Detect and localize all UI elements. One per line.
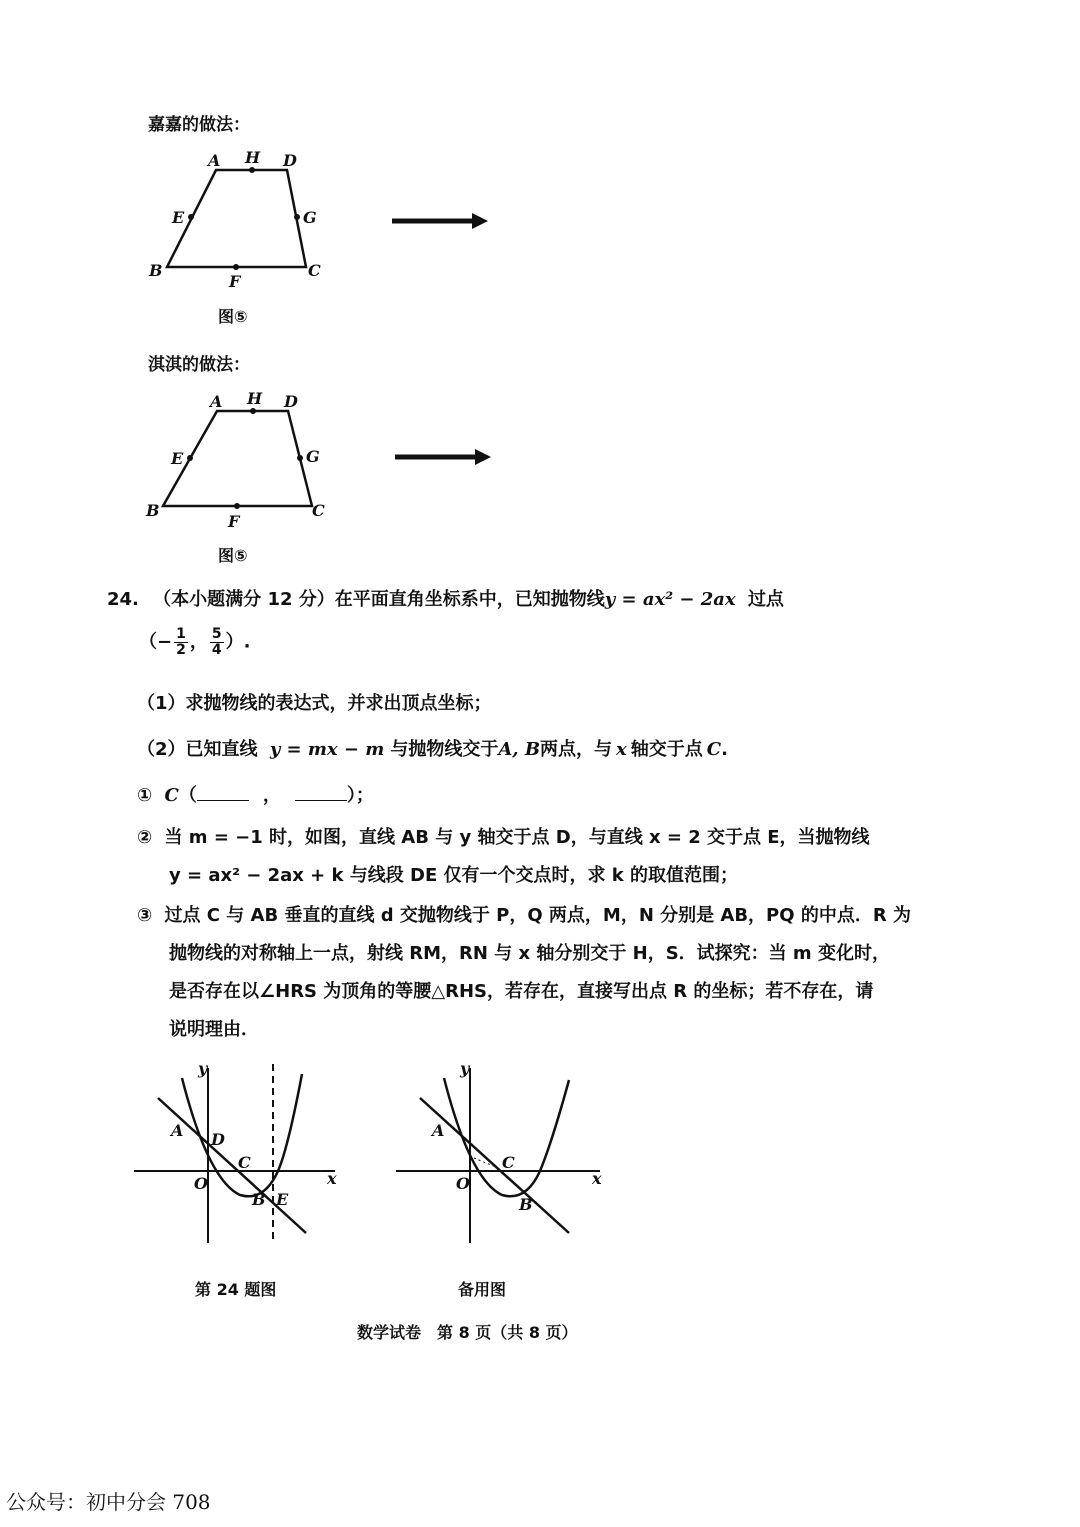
point-separator: ，	[189, 631, 208, 653]
q1-close: ）；	[346, 785, 374, 806]
label-B: B	[149, 261, 163, 280]
q1-point-c: C	[164, 785, 179, 806]
fraction-five-quarters: $\frac{5}{4}$	[211, 626, 222, 658]
qiqi-heading: 淇淇的做法：	[148, 355, 250, 375]
label-D: D	[283, 151, 297, 170]
label-E: E	[171, 449, 184, 468]
graph2-origin-label: O	[456, 1174, 470, 1193]
part-2-axis: 轴交于点	[630, 739, 703, 760]
label-C: C	[308, 261, 321, 280]
label-H: H	[245, 148, 261, 167]
graph1-C-label: C	[238, 1153, 251, 1172]
parabola-equation: y = ax² − 2ax	[604, 589, 736, 610]
point-c: C	[706, 739, 722, 760]
graph2-x-label: x	[592, 1169, 602, 1188]
jiajia-quadrilateral-figure	[140, 145, 340, 295]
graph2-y-label: y	[460, 1060, 470, 1078]
graph2-A-label: A	[432, 1121, 445, 1140]
graph1-E-label: E	[276, 1190, 289, 1209]
label-A: A	[208, 151, 221, 170]
q1-open: （	[178, 785, 197, 806]
q1-blank-x	[197, 784, 249, 801]
graph1-x-label: x	[327, 1169, 337, 1188]
jiajia-heading: 嘉嘉的做法：	[148, 115, 250, 135]
line-equation: y = mx − m	[269, 739, 385, 760]
label-F: F	[229, 272, 241, 291]
graph1-y-label: y	[198, 1060, 208, 1078]
part-2-end: .	[721, 739, 728, 760]
label-H: H	[247, 389, 263, 408]
points-ab: A, B	[498, 739, 541, 760]
q3-line-2: 抛物线的对称轴上一点，射线 RM，RN 与 x 轴分别交于 H，S．试探究：当 m 变化时，	[169, 943, 890, 964]
q2-line-2: y = ax² − 2ax + k 与线段 DE 仅有一个交点时，求 k 的取值范围；	[169, 865, 739, 886]
label-D: D	[284, 392, 298, 411]
q1-blank-y	[295, 784, 347, 801]
q1-comma: ，	[262, 785, 281, 806]
label-G: G	[303, 208, 317, 227]
graph2-caption: 备用图	[458, 1280, 507, 1299]
part-2-intro: （2）已知直线	[137, 739, 258, 760]
q3-line-1: 过点 C 与 AB 垂直的直线 d 交抛物线于 P，Q 两点，M，N 分别是 AB，PQ 的中点．R 为	[164, 905, 911, 926]
problem-number: 24.	[107, 589, 139, 610]
problem-intro: （本小题满分 12 分）在平面直角坐标系中，已知抛物线	[153, 589, 605, 610]
label-E: E	[172, 208, 185, 227]
x-symbol: x	[616, 739, 627, 760]
part-2-two-points: 两点，与	[540, 739, 613, 760]
fraction-one-half: $\frac{1}{2}$	[176, 626, 186, 658]
part-2-mid: 与抛物线交于	[390, 739, 499, 760]
backup-graph	[392, 1060, 612, 1250]
qiqi-quadrilateral-figure	[140, 385, 340, 535]
graph1-origin-label: O	[194, 1174, 208, 1193]
graph1-A-label: A	[171, 1121, 184, 1140]
label-G: G	[306, 447, 320, 466]
jiajia-arrow-icon	[390, 209, 490, 233]
graph2-B-label: B	[519, 1195, 533, 1214]
q3-line-4: 说明理由．	[169, 1019, 259, 1040]
part-1: （1）求抛物线的表达式，并求出顶点坐标；	[137, 693, 492, 714]
page-footer: 数学试卷 第 8 页（共 8 页）	[357, 1323, 578, 1342]
point-close: ）.	[225, 631, 251, 653]
qiqi-figure-caption: 图⑤	[218, 546, 248, 565]
graph2-C-label: C	[502, 1153, 515, 1172]
point-open: （−	[139, 631, 173, 653]
q3-line-3: 是否存在以∠HRS 为顶角的等腰△RHS，若存在，直接写出点 R 的坐标；若不存在，请	[169, 981, 874, 1002]
label-B: B	[146, 501, 160, 520]
q2-line-1: 当 m = −1 时，如图，直线 AB 与 y 轴交于点 D，与直线 x = 2 交于点 E，当抛物线	[164, 827, 870, 848]
label-C: C	[312, 501, 325, 520]
problem-24	[107, 585, 1007, 1045]
graph1-caption: 第 24 题图	[195, 1280, 277, 1299]
q3-number: ③	[137, 905, 153, 926]
watermark-text: 公众号：初中分会 708	[6, 1490, 211, 1514]
qiqi-arrow-icon	[393, 445, 493, 469]
q2-number: ②	[137, 827, 153, 848]
graph1-B-label: B	[252, 1190, 266, 1209]
jiajia-figure-caption: 图⑤	[218, 307, 248, 326]
problem-24-graph	[130, 1060, 350, 1250]
label-A: A	[210, 392, 223, 411]
pass-text: 过点	[747, 589, 784, 610]
graph1-D-label: D	[211, 1130, 225, 1149]
label-F: F	[228, 512, 240, 531]
q1-number: ①	[137, 785, 153, 806]
